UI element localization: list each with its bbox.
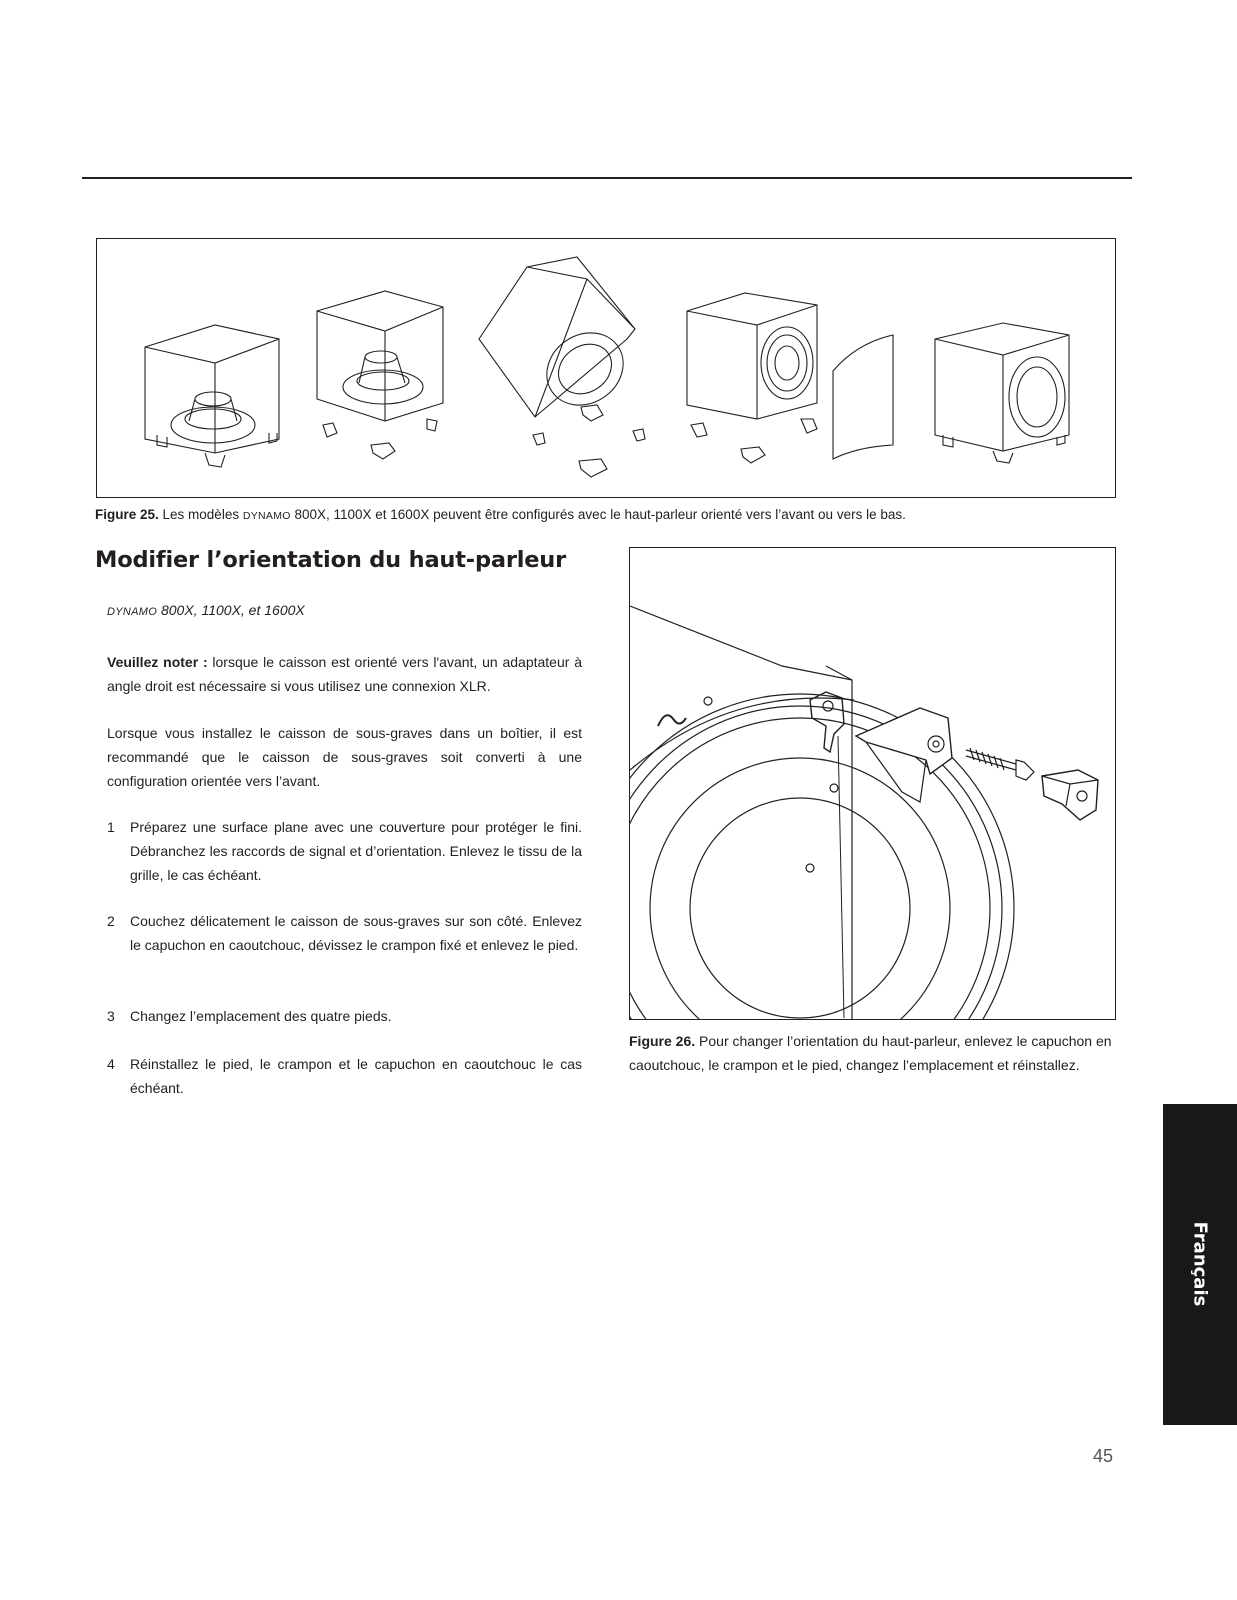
figure-25 (96, 238, 1116, 498)
models-brand: DYNAMO (107, 606, 158, 618)
figure-25-illustration (97, 239, 1117, 499)
subwoofer-front-firing-grille (687, 293, 893, 463)
step-number: 3 (107, 1008, 115, 1024)
step-number: 1 (107, 819, 115, 835)
note-label: Veuillez noter : (107, 654, 208, 670)
step-text: Préparez une surface plane avec une couverture pour protéger le fini. Débranchez les raccords de signal et d’orientation. Enlevez le tissu de la grille, le cas échéant. (130, 819, 582, 883)
note-paragraph (107, 650, 582, 698)
models-rest: 800X, 1100X, et 1600X (157, 602, 305, 618)
subwoofer-down-firing-2 (317, 291, 443, 459)
step-text: Couchez délicatement le caisson de sous-graves sur son côté. Enlevez le capuchon en caoutchouc, dévissez le crampon fixé et enlevez le pied. (130, 913, 582, 953)
note-text: lorsque le caisson est orienté vers l'avant, un adaptateur à angle droit est nécessaire si vous utilisez une connexion XLR. (107, 654, 582, 694)
subwoofer-rotated (479, 257, 645, 477)
figure-26-illustration (630, 548, 1116, 1020)
figure-25-caption (95, 506, 1125, 525)
subwoofer-front-firing (935, 323, 1069, 463)
brand-name: DYNAMO (242, 510, 291, 522)
step-number: 4 (107, 1056, 115, 1072)
language-tab-label: Français (1189, 1221, 1211, 1307)
spike-bolt (966, 748, 1034, 780)
step-number: 2 (107, 913, 115, 929)
subwoofer-corner-closeup (630, 606, 1014, 1020)
page-number: 45 (1093, 1446, 1114, 1466)
header-rule (82, 177, 1132, 179)
figure-25-label: Figure 25. (95, 507, 159, 522)
rubber-cap (1042, 770, 1098, 820)
enclosure-paragraph: Lorsque vous installez le caisson de sous-graves dans un boîtier, il est recommandé que le caisson de sous-graves soit converti à une configuration orientée vers l’avant. (107, 725, 582, 789)
figure-26-caption-text: Pour changer l’orientation du haut-parleur, enlevez le capuchon en caoutchouc, le crampon et le pied, changez l’emplacement et réinstallez. (629, 1033, 1112, 1073)
section-heading: Modifier l’orientation du haut-parleur (95, 547, 567, 573)
figure-25-caption-text-a: Les modèles (158, 507, 243, 522)
figure-26 (629, 547, 1116, 1020)
subwoofer-down-firing-1 (145, 325, 279, 467)
model-list (107, 602, 305, 618)
figure-26-label: Figure 26. (629, 1033, 696, 1049)
step-text: Réinstallez le pied, le crampon et le capuchon en caoutchouc le cas échéant. (130, 1056, 582, 1096)
figure-25-caption-text-b: 800X, 1100X et 1600X peuvent être configurés avec le haut-parleur orienté vers l’avant ou vers le bas. (290, 507, 906, 522)
foot-bracket (856, 708, 952, 802)
step-text: Changez l’emplacement des quatre pieds. (130, 1008, 392, 1024)
figure-26-caption (629, 1029, 1121, 1077)
